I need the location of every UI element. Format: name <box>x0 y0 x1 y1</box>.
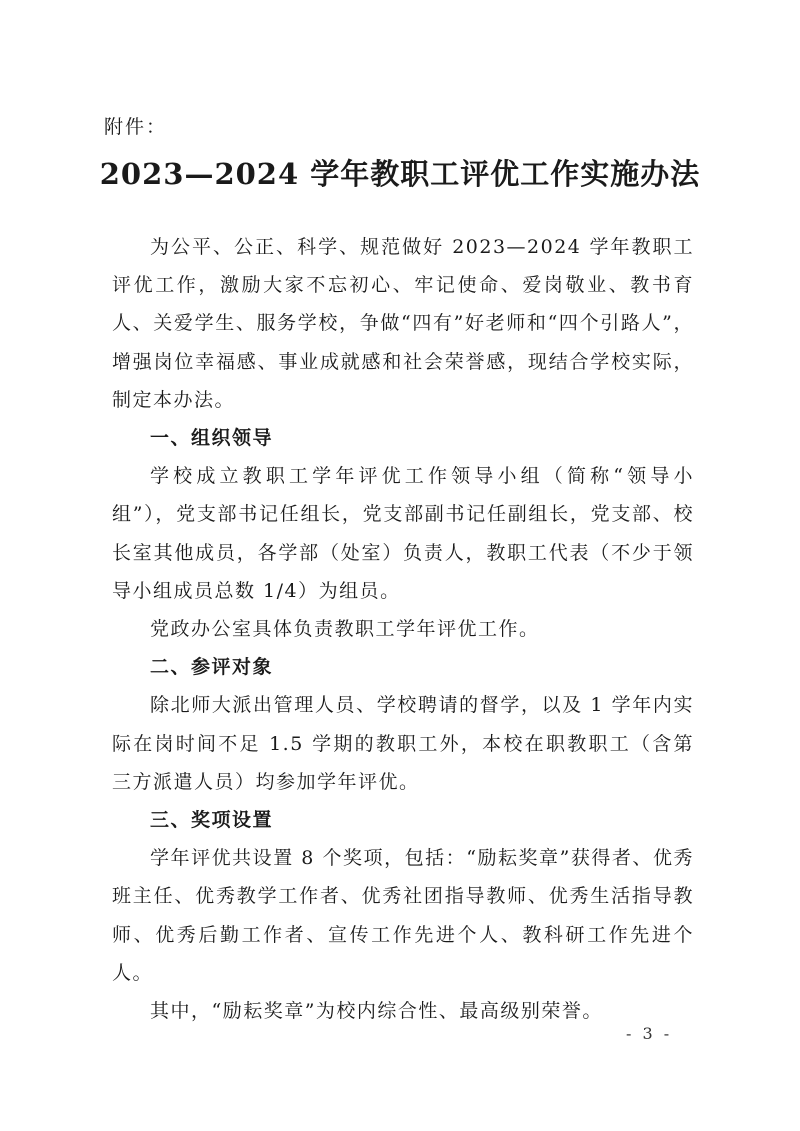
page-number: - 3 - <box>626 1024 673 1043</box>
section-paragraph: 其中，“励耘奖章”为校内综合性、最高级别荣誉。 <box>150 1000 603 1023</box>
section-paragraph: 学校成立教职工学年评优工作领导小组（简称“领导小组”），党支部书记任组长，党支部副书记任副组长，党支部、校长室其他成员，各学部（处室）负责人，教职工代表（不少于领导小组成员总数 1/4）为组员。 <box>112 465 694 602</box>
section-paragraph: 党政办公室具体负责教职工学年评优工作。 <box>150 618 540 641</box>
section-participants <box>112 648 694 801</box>
section-paragraph: 学年评优共设置 8 个奖项，包括：“励耘奖章”获得者、优秀班主任、优秀教学工作者、优秀社团指导教师、优秀生活指导教师、优秀后勤工作者、宣传工作先进个人、教科研工作先进个人。 <box>112 847 694 984</box>
section-heading: 二、参评对象 <box>150 656 274 679</box>
section-organization <box>112 419 694 648</box>
intro-paragraph: 为公平、公正、科学、规范做好 2023—2024 学年教职工评优工作，激励大家不忘初心、牢记使命、爱岗敬业、教书育人、关爱学生、服务学校，争做“四有”好老师和“四个引路人”，增强岗位幸福感、事业成就感和社会荣誉感，现结合学校实际，制定本办法。 <box>112 236 694 411</box>
document-body <box>112 228 694 1030</box>
section-paragraph: 除北师大派出管理人员、学校聘请的督学，以及 1 学年内实际在岗时间不足 1.5 学期的教职工外，本校在职教职工（含第三方派遣人员）均参加学年评优。 <box>112 694 694 793</box>
section-heading: 一、组织领导 <box>150 427 274 450</box>
document-title: 2023—2024 学年教职工评优工作实施办法 <box>99 157 701 191</box>
section-heading: 三、奖项设置 <box>150 809 274 832</box>
section-awards <box>112 801 694 1030</box>
attachment-label: 附件： <box>104 116 168 138</box>
